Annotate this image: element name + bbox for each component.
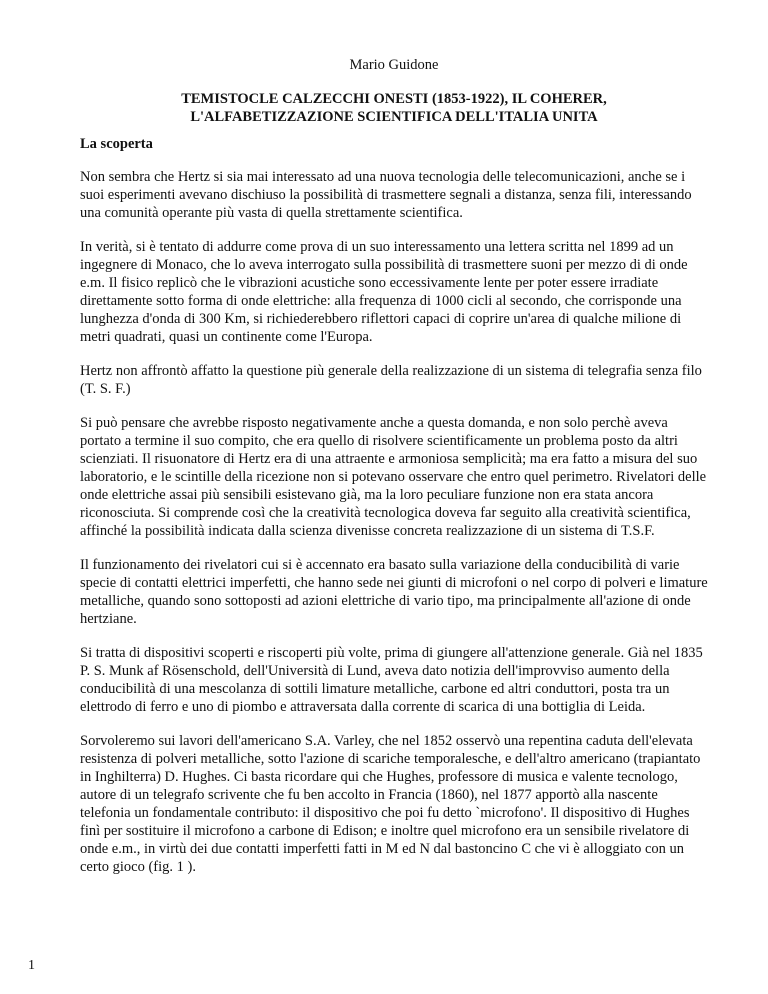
- paragraph-1: Non sembra che Hertz si sia mai interessato ad una nuova tecnologia delle telecomunicazioni, anche se i suoi esperimenti avevano dischiuso la possibilità di trasmettere segnali a distanza, senza fili, interessando una comunità operante più vasta di quella strettamente scientifica.: [80, 169, 692, 221]
- paragraph-3: Hertz non affrontò affatto la questione più generale della realizzazione di un sistema di telegrafia senza filo (T. S. F.): [80, 363, 702, 397]
- paragraph-7: Sorvoleremo sui lavori dell'americano S.A. Varley, che nel 1852 osservò una repentina caduta dell'elevata resistenza di polveri metalliche, sotto l'azione di scariche temporalesche, e dell'altro americano (trapiantato in Inghilterra) D. Hughes. Ci basta ricordare qui che Hughes, professore di musica e valente tecnologo, autore di un telegrafo scrivente che fu ben accolto in Francia (1860), nel 1877 apportò alla nascente telefonia un fondamentale contributo: il dispositivo che poi fu detto `microfono'. Il dispositivo di Hughes finì per sostituire il microfono a carbone di Edison; e inoltre quel microfono era un sensibile rivelatore di onde e.m., in virtù dei due contatti imperfetti fatti in M ed N dal bastoncino C che vi è alloggiato con un certo gioco (fig. 1 ).: [80, 733, 701, 875]
- section-heading: La scoperta: [80, 136, 153, 152]
- paragraph-4: Si può pensare che avrebbe risposto negativamente anche a questa domanda, e non solo perchè aveva portato a termine il suo compito, che era quello di risolvere scientificamente un problema posto da altri scienziati. Il risuonatore di Hertz era di una attraente e armoniosa semplicità; ma era fatto a misura del suo laboratorio, e le scintille della ricezione non si potevano osservare che entro quel perimetro. Rivelatori delle onde elettriche assai più sensibili esistevano già, ma la loro peculiare funzione non era stata ancora riconosciuta. Si comprende così che la creatività tecnologica doveva far seguito alla creatività scientifica, affinché la possibilità indicata dalla scienza divenisse concreta realizzazione di un sistema di T.S.F.: [80, 415, 707, 539]
- title-line-1: TEMISTOCLE CALZECCHI ONESTI (1853-1922), IL COHERER,: [181, 91, 607, 107]
- paragraph-2: In verità, si è tentato di addurre come prova di un suo interessamento una lettera scritta nel 1899 ad un ingegnere di Monaco, che lo aveva interrogato sulla possibilità di trasmettere suoni per mezzo di di onde e.m. Il fisico replicò che le vibrazioni acustiche sono eccessivamente lente per poter essere irradiate direttamente sotto forma di onde elettriche: alla frequenza di 1000 cicli al secondo, che corrisponde una lunghezza d'onda di 300 Km, si richiederebbero riflettori capaci di coprire un'area di qualche milione di metri quadrati, quasi un continente come l'Europa.: [80, 239, 688, 345]
- title-line-2: L'ALFABETIZZAZIONE SCIENTIFICA DELL'ITALIA UNITA: [190, 109, 598, 125]
- document-title: [80, 90, 708, 126]
- paragraph-6: Si tratta di dispositivi scoperti e riscoperti più volte, prima di giungere all'attenzione generale. Già nel 1835 P. S. Munk af Rösenschold, dell'Università di Lund, aveva dato notizia dell'improvviso aumento della conducibilità di una mescolanza di sottili limature metalliche, carbone ed altri conduttori, posta tra un elettrodo di ferro e uno di piombo e attraversata dalla corrente di scarica di una bottiglia di Leida.: [80, 645, 703, 715]
- author-name: Mario Guidone: [349, 57, 439, 73]
- paragraph-5: Il funzionamento dei rivelatori cui si è accennato era basato sulla variazione della conducibilità di varie specie di contatti elettrici imperfetti, che hanno sede nei giunti di microfoni o nel corpo di polveri e limature metalliche, quando sono sottoposti ad azioni elettriche di vario tipo, ma principalmente all'azione di onde hertziane.: [80, 557, 708, 627]
- document-page: [80, 56, 708, 892]
- page-number: 1: [28, 958, 35, 973]
